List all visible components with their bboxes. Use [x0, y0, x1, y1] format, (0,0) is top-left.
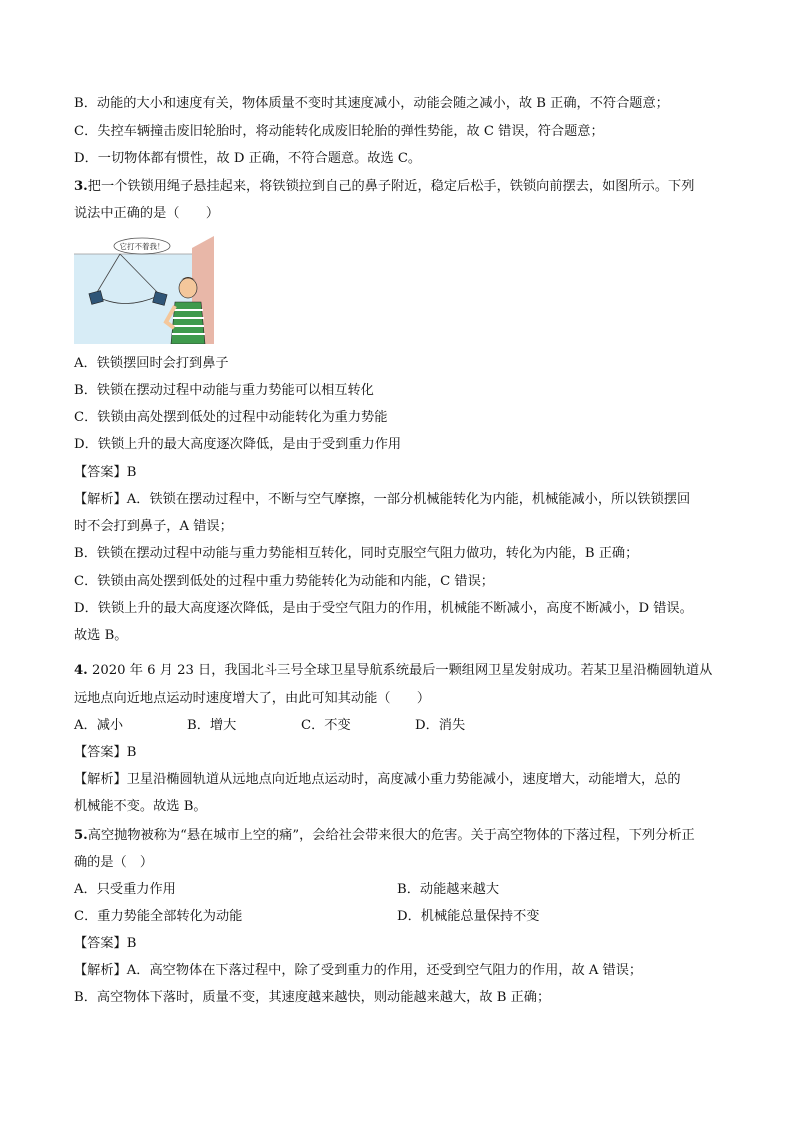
q4-analysis-line2: 机械能不变。故选 B。 — [74, 799, 207, 814]
q5-answer: 【答案】B — [74, 936, 137, 951]
pendulum-figure — [74, 236, 214, 344]
q5-stem-line1 — [74, 826, 695, 846]
boy-head — [179, 278, 197, 298]
q4-number: 4. — [74, 663, 88, 678]
q5-option-d: D．机械能总量保持不变 — [397, 909, 540, 924]
prev-analysis-c: C．失控车辆撞击废旧轮胎时，将动能转化成废旧轮胎的弹性势能，故 C 错误，符合题意； — [74, 124, 604, 139]
q3-analysis-line5: D．铁锁上升的最大高度逐次降低，是由于受空气阻力的作用，机械能不断减小，高度不断减小，D 错误。 — [74, 601, 693, 616]
q3-analysis-line4: C．铁锁由高处摆到低处的过程中重力势能转化为动能和内能，C 错误； — [74, 574, 494, 589]
q3-option-c: C．铁锁由高处摆到低处的过程中动能转化为重力势能 — [74, 410, 388, 425]
q3-analysis-line3: B．铁锁在摆动过程中动能与重力势能相互转化，同时克服空气阻力做功，转化为内能，B 正确； — [74, 546, 639, 561]
q3-number: 3. — [74, 179, 88, 194]
prev-analysis-b: B．动能的大小和速度有关，物体质量不变时其速度减小，动能会随之减小，故 B 正确，不符合题意； — [74, 96, 669, 111]
q3-analysis-line1: 【解析】A．铁锁在摆动过程中，不断与空气摩擦，一部分机械能转化为内能，机械能减小，所以铁锁摆回 — [74, 492, 691, 507]
q3-analysis-line2: 时不会打到鼻子，A 错误； — [74, 519, 233, 534]
q5-option-b: B．动能越来越大 — [397, 882, 500, 897]
q4-option-c: C．不变 — [301, 718, 351, 733]
speech-bubble-text: 它打不着我！ — [119, 242, 165, 251]
boy-shirt — [171, 302, 205, 344]
q3-stem-line1 — [74, 177, 694, 197]
q4-stem-line2: 远地点向近地点运动时速度增大了，由此可知其动能（ ） — [74, 691, 431, 706]
q3-option-b: B．铁锁在摆动过程中动能与重力势能可以相互转化 — [74, 383, 374, 398]
q4-stem-line1 — [74, 661, 712, 681]
q3-option-d: D．铁锁上升的最大高度逐次降低，是由于受到重力作用 — [74, 437, 402, 452]
q4-analysis-line1: 【解析】卫星沿椭圆轨道从远地点向近地点运动时，高度减小重力势能减小，速度增大，动能增大，总的 — [74, 772, 681, 787]
q4-option-b: B．增大 — [187, 718, 237, 733]
q4-answer: 【答案】B — [74, 745, 137, 760]
q5-analysis-line2: B．高空物体下落时，质量不变，其速度越来越快，则动能越来越大，故 B 正确； — [74, 990, 551, 1005]
q5-option-a: A．只受重力作用 — [74, 882, 176, 897]
q3-analysis-line6: 故选 B。 — [74, 628, 128, 643]
q5-option-c: C．重力势能全部转化为动能 — [74, 909, 243, 924]
q5-stem-text: 高空抛物被称为“悬在城市上空的痛”，会给社会带来很大的危害。关于高空物体的下落过程，下列分析正 — [87, 828, 695, 843]
q3-stem-text: 把一个铁锁用绳子悬挂起来，将铁锁拉到自己的鼻子附近，稳定后松手，铁锁向前摆去，如图所示。下列 — [87, 179, 695, 194]
q4-option-d: D．消失 — [415, 718, 466, 733]
q3-stem-line2: 说法中正确的是（ ） — [74, 206, 220, 221]
q5-stem-line2: 确的是（ ） — [74, 855, 154, 870]
q5-number: 5. — [74, 828, 88, 843]
q3-option-a: A．铁锁摆回时会打到鼻子 — [74, 356, 229, 371]
q4-option-a: A．减小 — [74, 718, 124, 733]
q5-analysis-line1: 【解析】A．高空物体在下落过程中，除了受到重力的作用，还受到空气阻力的作用，故 A 错误； — [74, 963, 643, 978]
q4-stem-text: 2020 年 6 月 23 日，我国北斗三号全球卫星导航系统最后一颗组网卫星发射成功。若某卫星沿椭圆轨道从 — [87, 663, 713, 678]
q3-answer: 【答案】B — [74, 465, 137, 480]
prev-analysis-d: D．一切物体都有惯性，故 D 正确，不符合题意。故选 C。 — [74, 151, 422, 166]
